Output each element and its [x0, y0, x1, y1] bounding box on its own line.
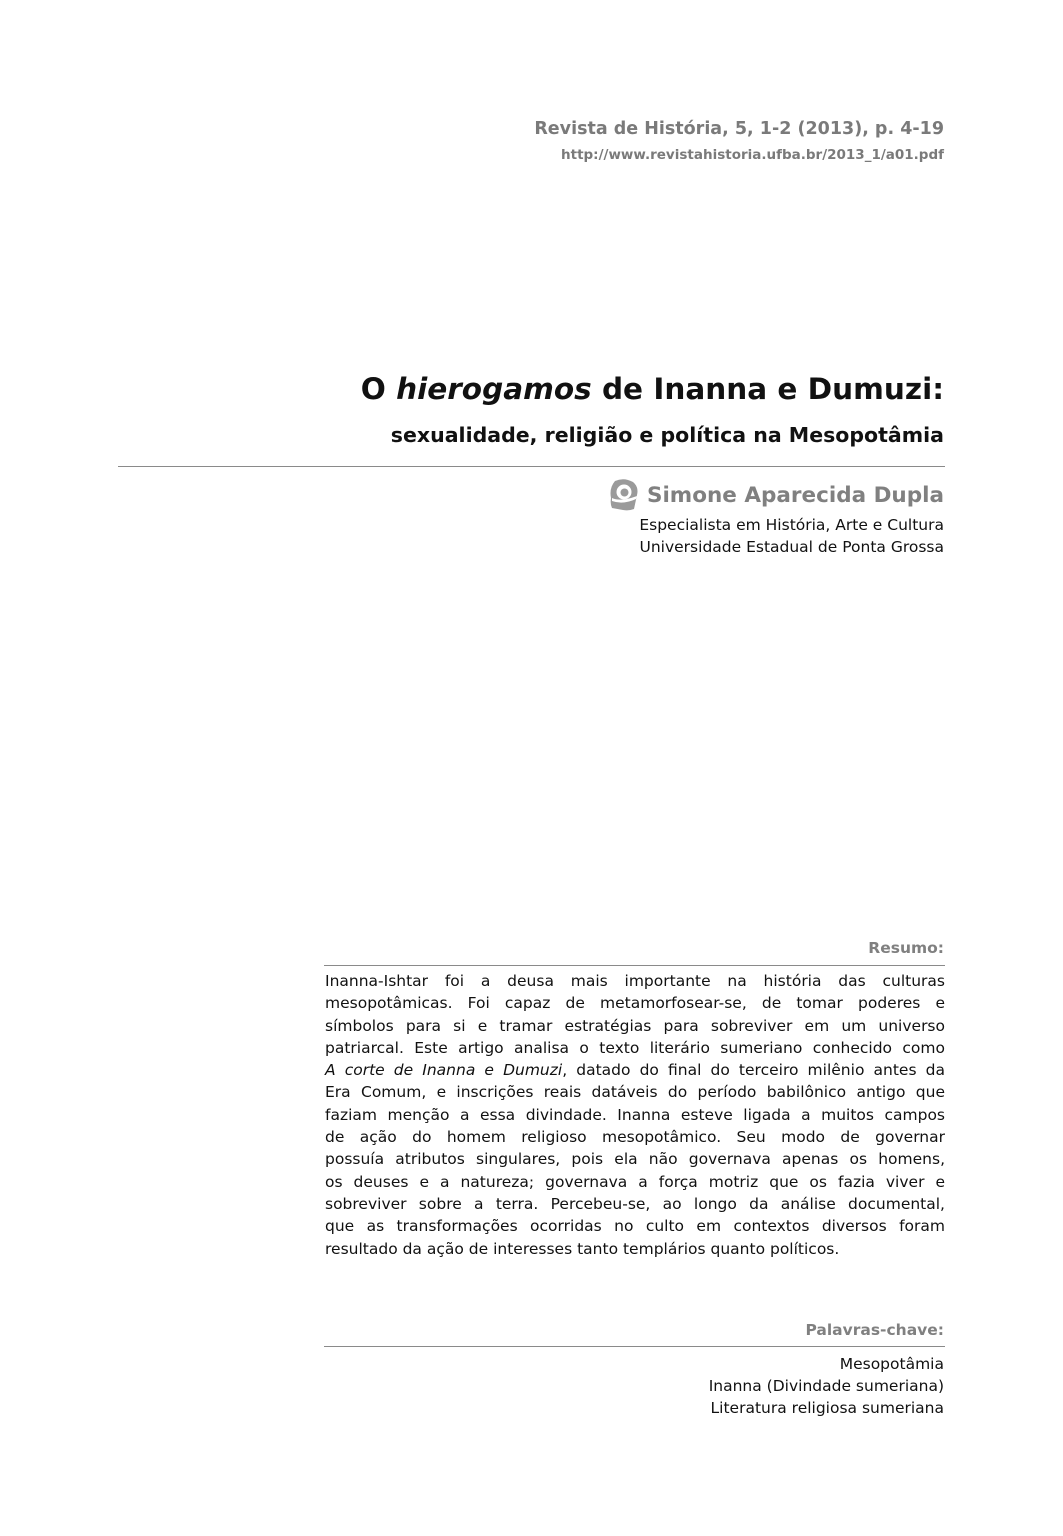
abstract-line: Inanna-Ishtar foi a deusa mais importante na história das culturas	[325, 972, 945, 990]
author-profile-icon	[609, 478, 639, 512]
title-divider	[118, 466, 945, 467]
author-affiliation-institution: Universidade Estadual de Ponta Grossa	[639, 538, 944, 556]
abstract-line: possuía atributos singulares, pois ela não governava apenas os homens,	[325, 1150, 945, 1169]
abstract-line: faziam menção a essa divindade. Inanna esteve ligada a muitos campos	[325, 1105, 945, 1124]
abstract-line	[325, 1059, 945, 1081]
title-italic: hierogamos	[396, 372, 592, 406]
title-suffix: de Inanna e Dumuzi:	[591, 372, 944, 406]
abstract-heading: Resumo:	[868, 939, 944, 957]
journal-url: http://www.revistahistoria.ufba.br/2013_1/a01.pdf	[561, 147, 944, 163]
abstract-line: patriarcal. Este artigo analisa o texto literário sumeriano conhecido como	[325, 1038, 945, 1057]
abstract-line: resultado da ação de interesses tanto templários quanto políticos.	[325, 1239, 840, 1258]
author-row	[609, 478, 944, 512]
author-name: Simone Aparecida Dupla	[646, 482, 944, 508]
abstract-line: Era Comum, e inscrições reais datáveis do período babilônico antigo que	[325, 1083, 945, 1102]
keyword-item: Mesopotâmia	[839, 1355, 944, 1373]
keywords-heading: Palavras-chave:	[805, 1321, 944, 1339]
keyword-item: Inanna (Divindade sumeriana)	[708, 1377, 944, 1395]
journal-citation: Revista de História, 5, 1-2 (2013), p. 4-19	[534, 119, 944, 139]
abstract-line: mesopotâmicas. Foi capaz de metamorfosear-se, de tomar poderes e	[325, 994, 945, 1013]
keywords-list	[709, 1353, 944, 1419]
abstract-line: de ação do homem religioso mesopotâmico. Seu modo de governar	[325, 1128, 945, 1147]
title-prefix: O	[360, 372, 397, 406]
keywords-divider	[324, 1346, 945, 1347]
abstract-body	[325, 970, 945, 1260]
abstract-line: que as transformações ocorridas no culto em contextos diversos foram	[325, 1217, 945, 1236]
abstract-line: símbolos para si e tramar estratégias para sobreviver em um universo	[325, 1016, 945, 1035]
article-title	[361, 372, 944, 406]
keyword-item: Literatura religiosa sumeriana	[710, 1399, 944, 1417]
article-subtitle: sexualidade, religião e política na Mesopotâmia	[390, 423, 944, 447]
abstract-line-rest: , datado do final do terceiro milênio antes da	[562, 1061, 945, 1080]
work-title-italic: A corte de Inanna e Dumuzi	[325, 1061, 563, 1080]
abstract-line: sobreviver sobre a terra. Percebeu-se, ao longo da análise documental,	[325, 1194, 945, 1213]
abstract-line: os deuses e a natureza; governava a força motriz que os fazia viver e	[325, 1172, 945, 1191]
abstract-divider	[324, 965, 945, 966]
author-affiliation-title: Especialista em História, Arte e Cultura	[639, 516, 944, 534]
